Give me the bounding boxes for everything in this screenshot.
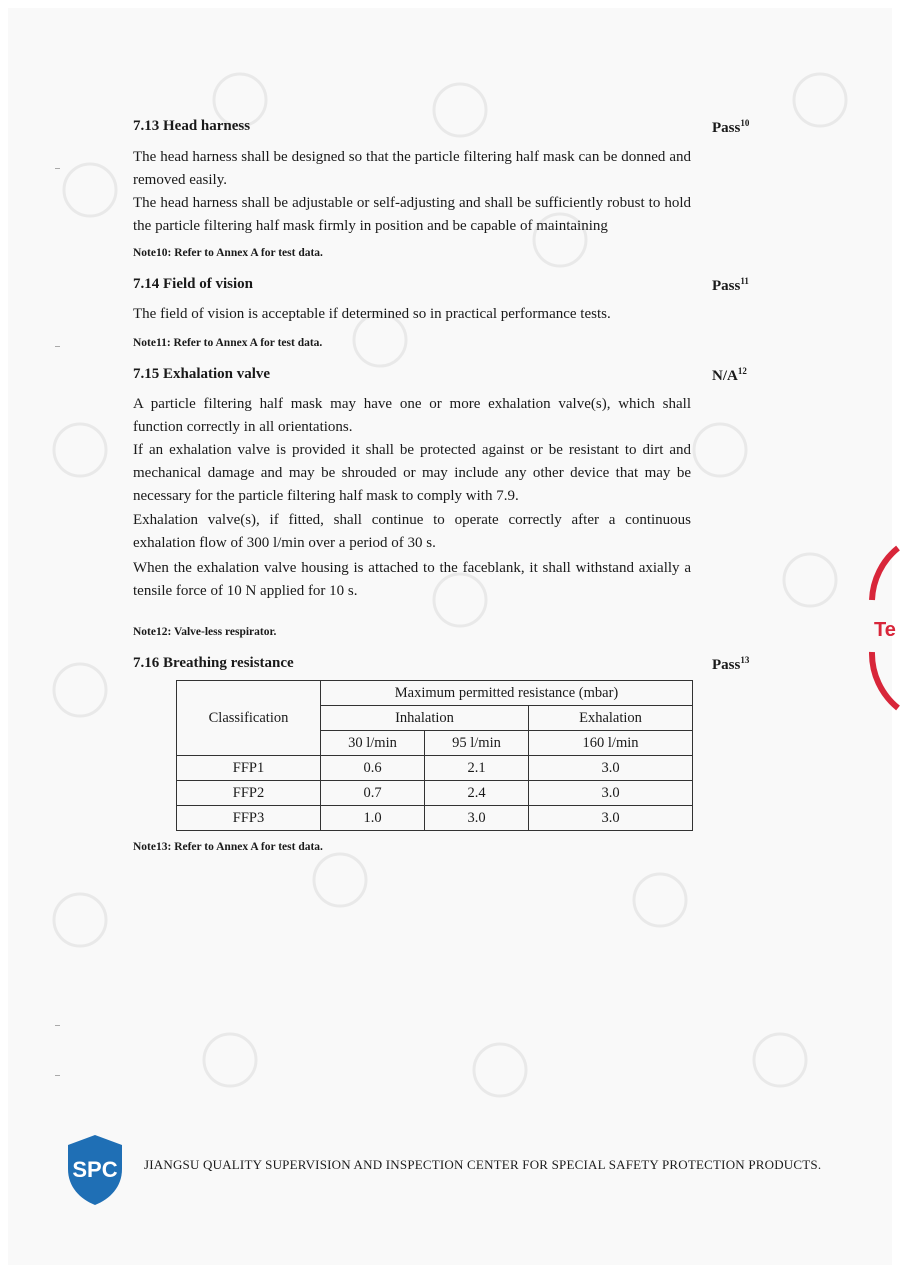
margin-mark: [55, 346, 60, 347]
table-row: [177, 756, 693, 781]
verdict-7-15: [712, 366, 747, 385]
note-10: Note10: Refer to Annex A for test data.: [133, 247, 323, 259]
table-cell: 2.1: [425, 756, 529, 781]
verdict-footnote-ref: 13: [740, 655, 750, 665]
note-11: Note11: Refer to Annex A for test data.: [133, 337, 323, 349]
table-cell: FFP3: [177, 806, 321, 831]
flow-header: 95 l/min: [425, 731, 529, 756]
table-cell: 3.0: [529, 756, 693, 781]
flow-header: 30 l/min: [321, 731, 425, 756]
max-resistance-header: Maximum permitted resistance (mbar): [321, 681, 693, 706]
stamp-fragment: [862, 540, 900, 715]
verdict-text: Pass: [712, 120, 741, 136]
section-heading-7-16: 7.16 Breathing resistance: [133, 655, 294, 671]
table-cell: 3.0: [529, 781, 693, 806]
spc-logo: [64, 1133, 126, 1207]
verdict-footnote-ref: 11: [740, 276, 749, 286]
exhalation-header: Exhalation: [529, 706, 693, 731]
table-cell: 3.0: [425, 806, 529, 831]
margin-mark: [55, 168, 60, 169]
verdict-text: Pass: [712, 657, 741, 673]
logo-text: SPC: [72, 1157, 118, 1182]
paragraph: A particle filtering half mask may have one or more exhalation valve(s), which shall function correctly in all orientations.: [133, 396, 691, 436]
table-cell: 3.0: [529, 806, 693, 831]
margin-mark: [55, 1025, 60, 1026]
table-cell: FFP2: [177, 781, 321, 806]
paragraph: The field of vision is acceptable if determined so in practical performance tests.: [133, 306, 611, 322]
note-13: Note13: Refer to Annex A for test data.: [133, 841, 323, 853]
table-cell: 2.4: [425, 781, 529, 806]
section-heading-7-14: 7.14 Field of vision: [133, 276, 254, 292]
paragraph: The head harness shall be designed so that the particle filtering half mask can be donned and removed easily.: [133, 149, 691, 189]
paragraph: When the exhalation valve housing is attached to the faceblank, it shall withstand axially a tensile force of 10 N applied for 10 s.: [133, 560, 691, 600]
verdict-7-13: [712, 118, 749, 137]
table-cell: 0.6: [321, 756, 425, 781]
note-12: Note12: Valve-less respirator.: [133, 626, 277, 638]
footer-organization: JIANGSU QUALITY SUPERVISION AND INSPECTION CENTER FOR SPECIAL SAFETY PROTECTION PRODUCTS.: [144, 1157, 822, 1172]
breathing-resistance-table: [176, 680, 693, 831]
section-heading-7-15: 7.15 Exhalation valve: [133, 366, 271, 382]
verdict-footnote-ref: 12: [737, 366, 747, 376]
verdict-text: N/A: [712, 368, 738, 384]
svg-text:Te: Te: [874, 619, 896, 641]
table-row: [177, 781, 693, 806]
paragraph: If an exhalation valve is provided it shall be protected against or be resistant to dirt and mechanical damage and may be shrouded or may include any other device that may be necessary for the particle filtering half mask to comply with 7.9.: [133, 442, 691, 505]
section-heading-7-13: 7.13 Head harness: [133, 118, 251, 134]
flow-header: 160 l/min: [529, 731, 693, 756]
paragraph: Exhalation valve(s), if fitted, shall continue to operate correctly after a continuous exhalation flow of 300 l/min over a period of 30 s.: [133, 512, 691, 552]
verdict-footnote-ref: 10: [740, 118, 750, 128]
paragraph: The head harness shall be adjustable or self-adjusting and shall be sufficiently robust to hold the particle filtering half mask firmly in position and be capable of maintaining: [133, 195, 691, 235]
verdict-7-16: [712, 655, 749, 674]
table-cell: FFP1: [177, 756, 321, 781]
margin-mark: [55, 1075, 60, 1076]
table-cell: 1.0: [321, 806, 425, 831]
verdict-7-14: [712, 276, 749, 295]
table-cell: 0.7: [321, 781, 425, 806]
verdict-text: Pass: [712, 278, 741, 294]
table-header-row: [177, 681, 693, 706]
inhalation-header: Inhalation: [321, 706, 529, 731]
classification-header: Classification: [177, 681, 321, 756]
table-row: [177, 806, 693, 831]
